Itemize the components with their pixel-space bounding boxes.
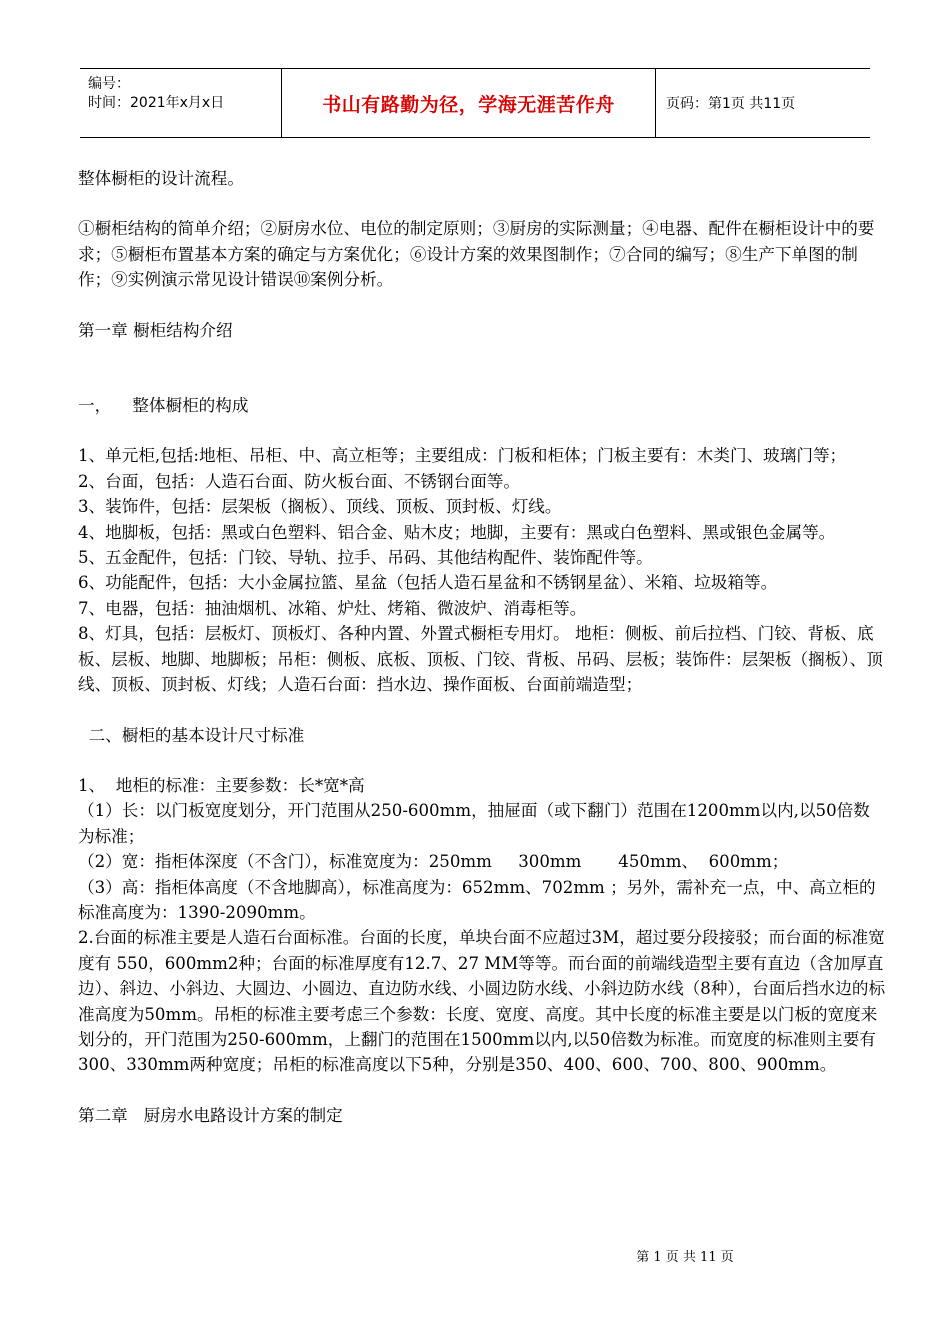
list-item-2: 2、台面，包括：人造石台面、防火板台面、不锈钢台面等。 [78, 471, 520, 491]
chapter-2-title: 第二章 厨房水电路设计方案的制定 [78, 1105, 343, 1125]
countertop-standard: 2.台面的标准主要是人造石台面标准。台面的长度，单块台面不应超过3M，超过要分段接驳；而台面的标准宽度有 550，600mm2种；台面的标准厚度有12.7、27 MM等等。而台面的前端线造型主要有直边（含加厚直边）、斜边、小斜边、大圆边、小圆边、直边防水线、小圆边防水线、小斜边防水线（8种），台面后挡水边的标准高度为50mm。吊柜的标准主要考虑三个参数：长度、宽度、高度。其中长度的标准主要是以门板的宽度来划分的，开门范围为250-600mm，上翻门的范围在1500mm以内,以50倍数为标准。而宽度的标准则主要有300、330mm两种宽度；吊柜的标准高度以下5种，分别是350、400、600、700、800、900mm。 [78, 928, 886, 1075]
chapter-1-title: 第一章 橱柜结构介绍 [78, 320, 233, 340]
header-page-code: 页码：第1页 共11页 [666, 96, 796, 112]
base-cabinet-standard: 1、 地柜的标准：主要参数：长*宽*高 [78, 775, 365, 795]
list-item-8: 8、灯具，包括：层板灯、顶板灯、各种内置、外置式橱柜专用灯。 地柜：侧板、前后拉档、门铰、背板、底板、层板、地脚、地脚板；吊柜：侧板、底板、顶板、门铰、背板、吊码、层板；装饰件：层架板（搁板）、顶线、顶板、顶封板、灯线；人造石台面：挡水边、操作面板、台面前端造型； [78, 624, 883, 695]
list-item-1: 1、单元柜,包括:地柜、吊柜、中、高立柜等；主要组成：门板和柜体；门板主要有：木类门、玻璃门等； [78, 446, 847, 466]
list-item-7: 7、电器，包括：抽油烟机、冰箱、炉灶、烤箱、微波炉、消毒柜等。 [78, 598, 587, 618]
header-motto: 书山有路勤为径，学海无涯苦作舟 [282, 69, 656, 137]
list-item-6: 6、功能配件，包括：大小金属拉篮、星盆（包括人造石星盆和不锈钢星盆）、米箱、垃圾箱等。 [78, 573, 778, 593]
document-date: 时间：2021年x月x日 [88, 95, 225, 111]
list-item-3: 3、装饰件，包括：层架板（搁板）、顶线、顶板、顶封板、灯线。 [78, 497, 562, 517]
list-item-5: 5、五金配件，包括：门铰、导轨、拉手、吊码、其他结构配件、装饰配件等。 [78, 548, 653, 568]
intro-heading: 整体橱柜的设计流程。 [78, 169, 244, 188]
document-body [78, 166, 886, 1128]
outline-paragraph: ①橱柜结构的简单介绍；②厨房水位、电位的制定原则；③厨房的实际测量；④电器、配件在橱柜设计中的要求；⑤橱柜布置基本方案的确定与方案优化；⑥设计方案的效果图制作；⑦合同的编写；⑧生产下单图的制作；⑨实例演示常见设计错误⑩案例分析。 [78, 219, 875, 290]
section-2-title: 二、橱柜的基本设计尺寸标准 [78, 725, 305, 745]
footer-page-number: 第 1 页 共 11 页 [636, 1250, 734, 1265]
standard-width: （2）宽：指柜体深度（不含门），标准宽度为：250mm 300mm 450mm、 600mm； [78, 852, 789, 872]
document-number-label: 编号： [88, 76, 130, 92]
list-item-4: 4、地脚板，包括：黑或白色塑料、铝合金、贴木皮；地脚，主要有：黑或白色塑料、黑或银色金属等。 [78, 522, 836, 542]
standard-height: （3）高：指柜体高度（不含地脚高），标准高度为：652mm、702mm ；另外，需补充一点，中、高立柜的标准高度为：1390-2090mm。 [78, 877, 876, 922]
page-header [80, 68, 870, 138]
page-footer [0, 1246, 950, 1265]
section-1-title: 一， 整体橱柜的构成 [78, 396, 249, 416]
standard-length: （1）长：以门板宽度划分，开门范围从250-600mm，抽屉面（或下翻门）范围在1200mm以内,以50倍数为标准； [78, 801, 870, 846]
header-info-cell [80, 69, 282, 137]
